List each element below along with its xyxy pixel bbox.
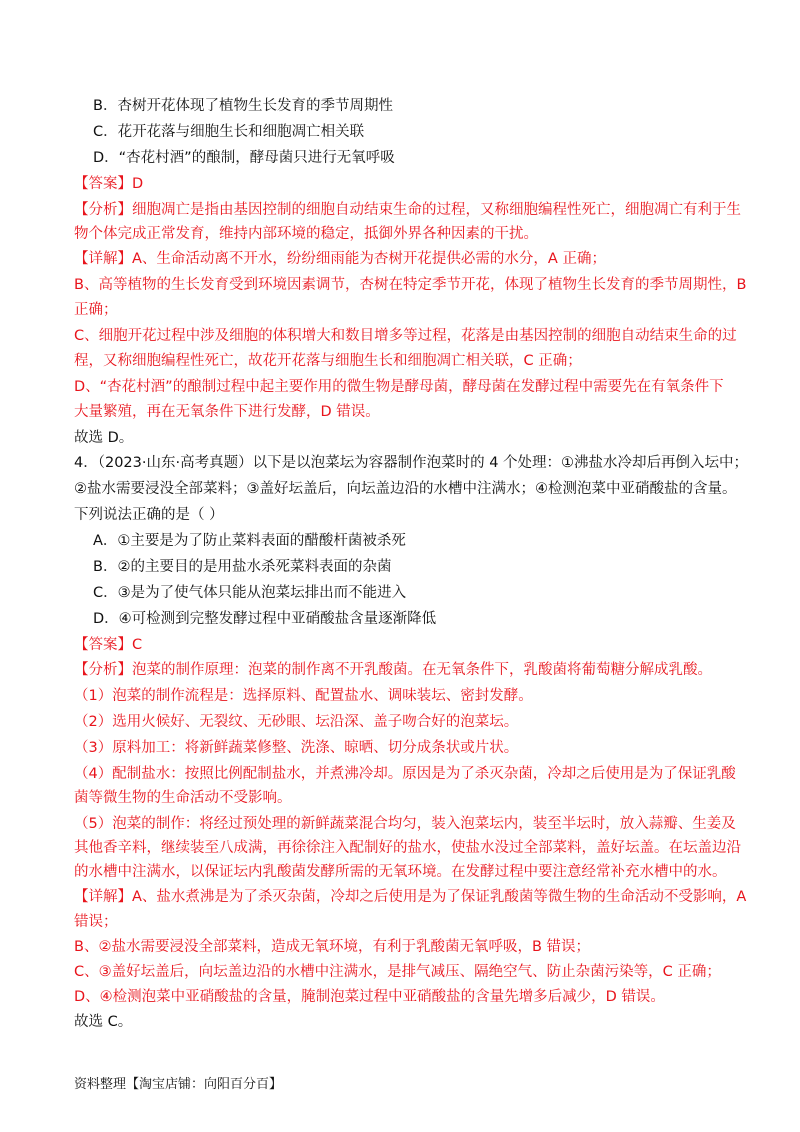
q3-detail-line: 程，又称细胞编程性死亡，故花开花落与细胞生长和细胞凋亡相关联，C 正确； (74, 353, 582, 369)
q4-analysis-line: 其他香辛料，继续装至八成满，再徐徐注入配制好的盐水，使盐水没过全部菜料，盖好坛盖。在坛盖边沿 (74, 840, 741, 856)
q4-detail-line: B、②盐水需要浸没全部菜料，造成无氧环境，有利于乳酸菌无氧呼吸，B 错误； (74, 939, 591, 955)
q3-detail-line: 正确； (74, 302, 118, 318)
page-footer: 资料整理【淘宝店铺：向阳百分百】 (74, 1077, 283, 1092)
q3-option-d: D．“杏花村酒”的酿制，酵母菌只进行无氧呼吸 (93, 150, 395, 166)
q4-analysis-line: （5）泡菜的制作：将经过预处理的新鲜蔬菜混合均匀，装入泡菜坛内，装至半坛时，放入蒜瓣、生姜及 (74, 816, 736, 832)
q4-analysis-line: 菌等微生物的生命活动不受影响。 (74, 790, 292, 806)
q3-detail-line: B、高等植物的生长发育受到环境因素调节，杏树在特定季节开花，体现了植物生长发育的季节周期性，B (74, 277, 747, 293)
q4-option-d: D．④可检测到完整发酵过程中亚硝酸盐含量逐渐降低 (93, 611, 437, 627)
q4-option-a: A．①主要是为了防止菜料表面的醋酸杆菌被杀死 (93, 533, 406, 549)
q4-conclusion: 故选 C。 (74, 1014, 133, 1030)
q3-answer: 【答案】D (74, 176, 144, 192)
q3-analysis-line: 【分析】细胞凋亡是指由基因控制的细胞自动结束生命的过程，又称细胞编程性死亡，细胞凋亡有利于生 (74, 202, 741, 218)
q3-detail-line: 大量繁殖，再在无氧条件下进行发酵，D 错误。 (74, 404, 380, 420)
q3-option-c: C．花开花落与细胞生长和细胞凋亡相关联 (93, 124, 365, 140)
q4-answer: 【答案】C (74, 637, 143, 653)
q3-detail-line: C、细胞开花过程中涉及细胞的体积增大和数目增多等过程，花落是由基因控制的细胞自动结束生命的过 (74, 328, 737, 344)
q3-option-b: B．杏树开花体现了植物生长发育的季节周期性 (93, 98, 393, 114)
q4-detail-line: 错误； (74, 914, 118, 930)
q4-stem-line: ②盐水需要浸没全部菜料；③盖好坛盖后，向坛盖边沿的水槽中注满水；④检测泡菜中亚硝酸盐的含量。 (74, 481, 737, 497)
q3-analysis-line: 物个体完成正常发育，维持内部环境的稳定，抵御外界各种因素的干扰。 (74, 226, 538, 242)
q4-analysis-line: 的水槽中注满水，以保证坛内乳酸菌发酵所需的无氧环境。在发酵过程中要注意经常补充水槽中的水。 (74, 864, 727, 880)
q4-analysis-line: （2）选用火候好、无裂纹、无砂眼、坛沿深、盖子吻合好的泡菜坛。 (74, 714, 519, 730)
q3-detail-line: 【详解】A、生命活动离不开水，纷纷细雨能为杏树开花提供必需的水分，A 正确； (74, 251, 606, 267)
q4-analysis-line: （3）原料加工：将新鲜蔬菜修整、洗涤、晾晒、切分成条状或片状。 (74, 740, 519, 756)
q4-analysis-line: （4）配制盐水：按照比例配制盐水，并煮沸冷却。原因是为了杀灭杂菌，冷却之后使用是为了保证乳酸 (74, 766, 736, 782)
q4-option-c: C．③是为了使气体只能从泡菜坛排出而不能进入 (93, 585, 407, 601)
q4-detail-line: C、③盖好坛盖后，向坛盖边沿的水槽中注满水，是排气减压、隔绝空气、防止杂菌污染等，C 正确； (74, 964, 721, 980)
q4-analysis-line: 【分析】泡菜的制作原理：泡菜的制作离不开乳酸菌。在无氧条件下，乳酸菌将葡萄糖分解成乳酸。 (74, 662, 712, 678)
q4-option-b: B．②的主要目的是用盐水杀死菜料表面的杂菌 (93, 559, 392, 575)
q4-stem-line: 4．（2023·山东·高考真题）以下是以泡菜坛为容器制作泡菜时的 4 个处理：①沸盐水冷却后再倒入坛中； (74, 455, 749, 471)
q4-detail-line: D、④检测泡菜中亚硝酸盐的含量，腌制泡菜过程中亚硝酸盐的含量先增多后减少，D 错误。 (74, 989, 665, 1005)
q3-conclusion: 故选 D。 (74, 430, 134, 446)
q4-detail-line: 【详解】A、盐水煮沸是为了杀灭杂菌，冷却之后使用是为了保证乳酸菌等微生物的生命活动不受影响，A (74, 889, 747, 905)
q4-stem-line: 下列说法正确的是（ ） (74, 507, 224, 523)
q4-analysis-line: （1）泡菜的制作流程是：选择原料、配置盐水、调味装坛、密封发酵。 (74, 688, 533, 704)
q3-detail-line: D、“杏花村酒”的酿制过程中起主要作用的微生物是酵母菌，酵母菌在发酵过程中需要先在有氧条件下 (74, 379, 724, 395)
